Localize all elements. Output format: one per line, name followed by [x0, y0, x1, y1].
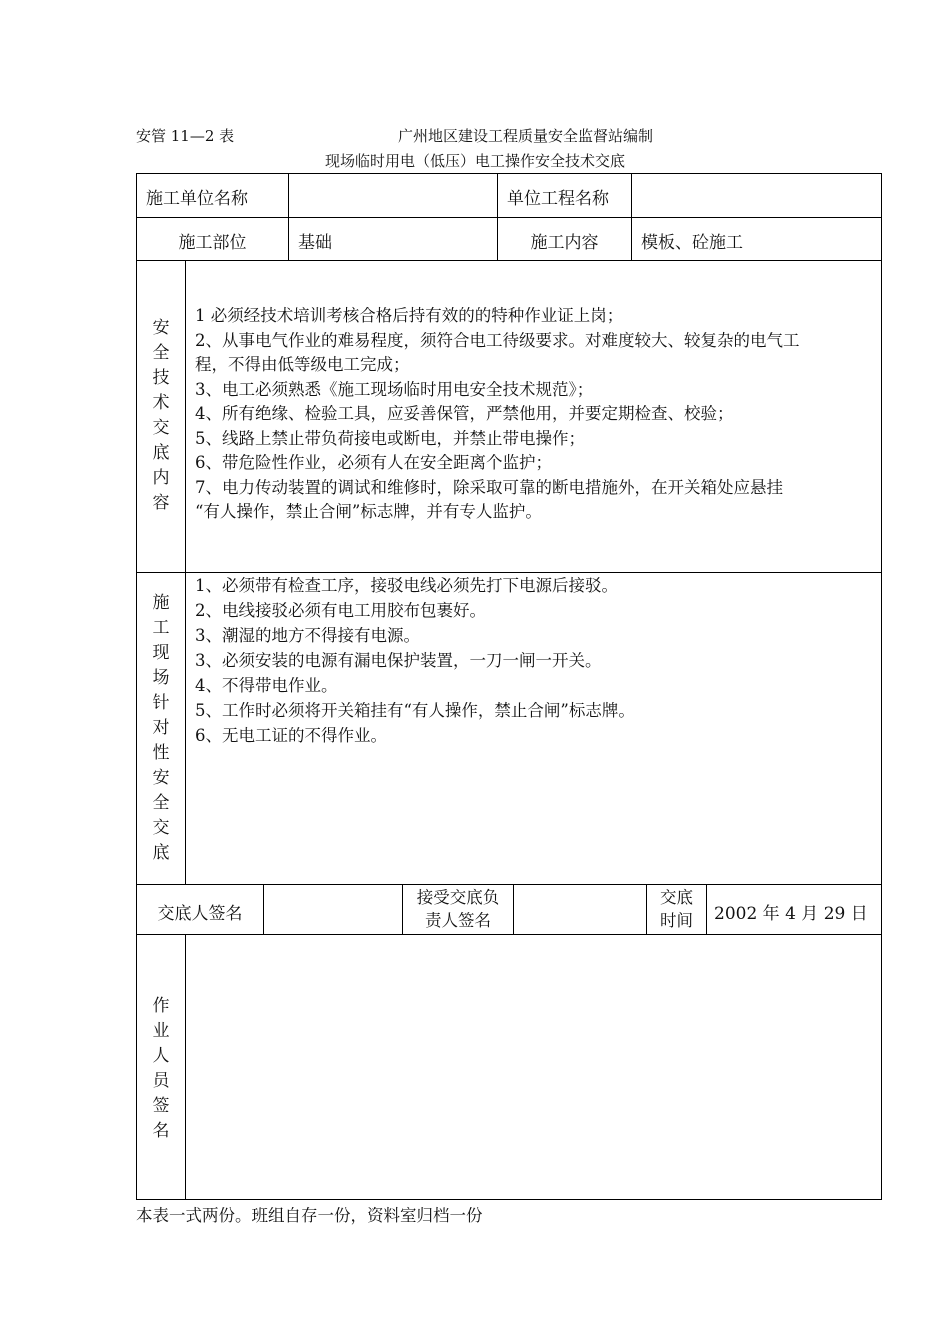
label-construction-part: 施工部位 — [178, 233, 247, 253]
label-discloser-signature: 交底人签名 — [157, 904, 243, 924]
safety-section-label: 安 全 技 术 交 底 内 容 — [152, 318, 170, 513]
safety-line: “有人操作，禁止合闸”标志牌，并有专人监护。 — [195, 502, 542, 521]
safety-line: 1 必须经技术培训考核合格后持有效的的特种作业证上岗； — [195, 306, 624, 325]
label-disclosure-time: 交底 时间 — [660, 888, 693, 930]
value-construction-content[interactable]: 模板、砼施工 — [641, 233, 743, 253]
worker-section-label: 作 业 人 员 签 名 — [152, 996, 170, 1141]
safety-line: 6、带危险性作业，必须有人在安全距离个监护； — [195, 453, 552, 472]
safety-line: 2、从事电气作业的难易程度，须符合电工待级要求。对难度较大、较复杂的电气工 — [195, 330, 800, 350]
site-line: 1、必须带有检查工序，接驳电线必须先打下电源后接驳。 — [195, 576, 618, 595]
document-title: 现场临时用电（低压）电工操作安全技术交底 — [324, 152, 625, 170]
value-construction-part[interactable]: 基础 — [298, 233, 332, 253]
site-line: 3、必须安装的电源有漏电保护装置，一刀一闸一开关。 — [195, 651, 602, 670]
site-line: 4、不得带电作业。 — [195, 676, 338, 695]
site-section-label: 施 工 现 场 针 对 性 安 全 交 底 — [152, 593, 170, 863]
safety-line: 3、电工必须熟悉《施工现场临时用电安全技术规范》； — [195, 379, 594, 399]
safety-line: 4、所有绝缘、检验工具，应妥善保管，严禁他用，并要定期检查、校验； — [195, 404, 734, 423]
worker-signature-area[interactable] — [187, 936, 880, 1198]
form-number: 安管 11—2 表 — [136, 127, 235, 145]
site-line: 5、工作时必须将开关箱挂有“有人操作，禁止合闸”标志牌。 — [195, 701, 635, 720]
safety-line: 程，不得由低等级电工完成； — [195, 355, 410, 374]
site-line: 6、无电工证的不得作业。 — [195, 726, 387, 745]
label-project-name: 单位工程名称 — [507, 189, 609, 209]
site-section-content — [195, 573, 635, 748]
footer-note: 本表一式两份。班组自存一份，资料室归档一份 — [136, 1206, 483, 1225]
site-line: 3、潮湿的地方不得接有电源。 — [195, 626, 420, 645]
safety-line: 7、电力传动装置的调试和维修时，除采取可靠的断电措施外，在开关箱处应悬挂 — [195, 477, 783, 497]
value-disclosure-time[interactable]: 2002 年 4 月 29 日 — [714, 904, 868, 924]
label-receiver-signature: 接受交底负 责人签名 — [416, 888, 500, 930]
safety-line: 5、线路上禁止带负荷接电或断电，并禁止带电操作； — [195, 428, 585, 448]
safety-section-content — [195, 304, 800, 525]
issuer: 广州地区建设工程质量安全监督站编制 — [398, 127, 654, 145]
site-line: 2、电线接驳必须有电工用胶布包裹好。 — [195, 601, 486, 620]
label-construction-content: 施工内容 — [530, 233, 599, 253]
label-construction-unit: 施工单位名称 — [146, 189, 248, 209]
